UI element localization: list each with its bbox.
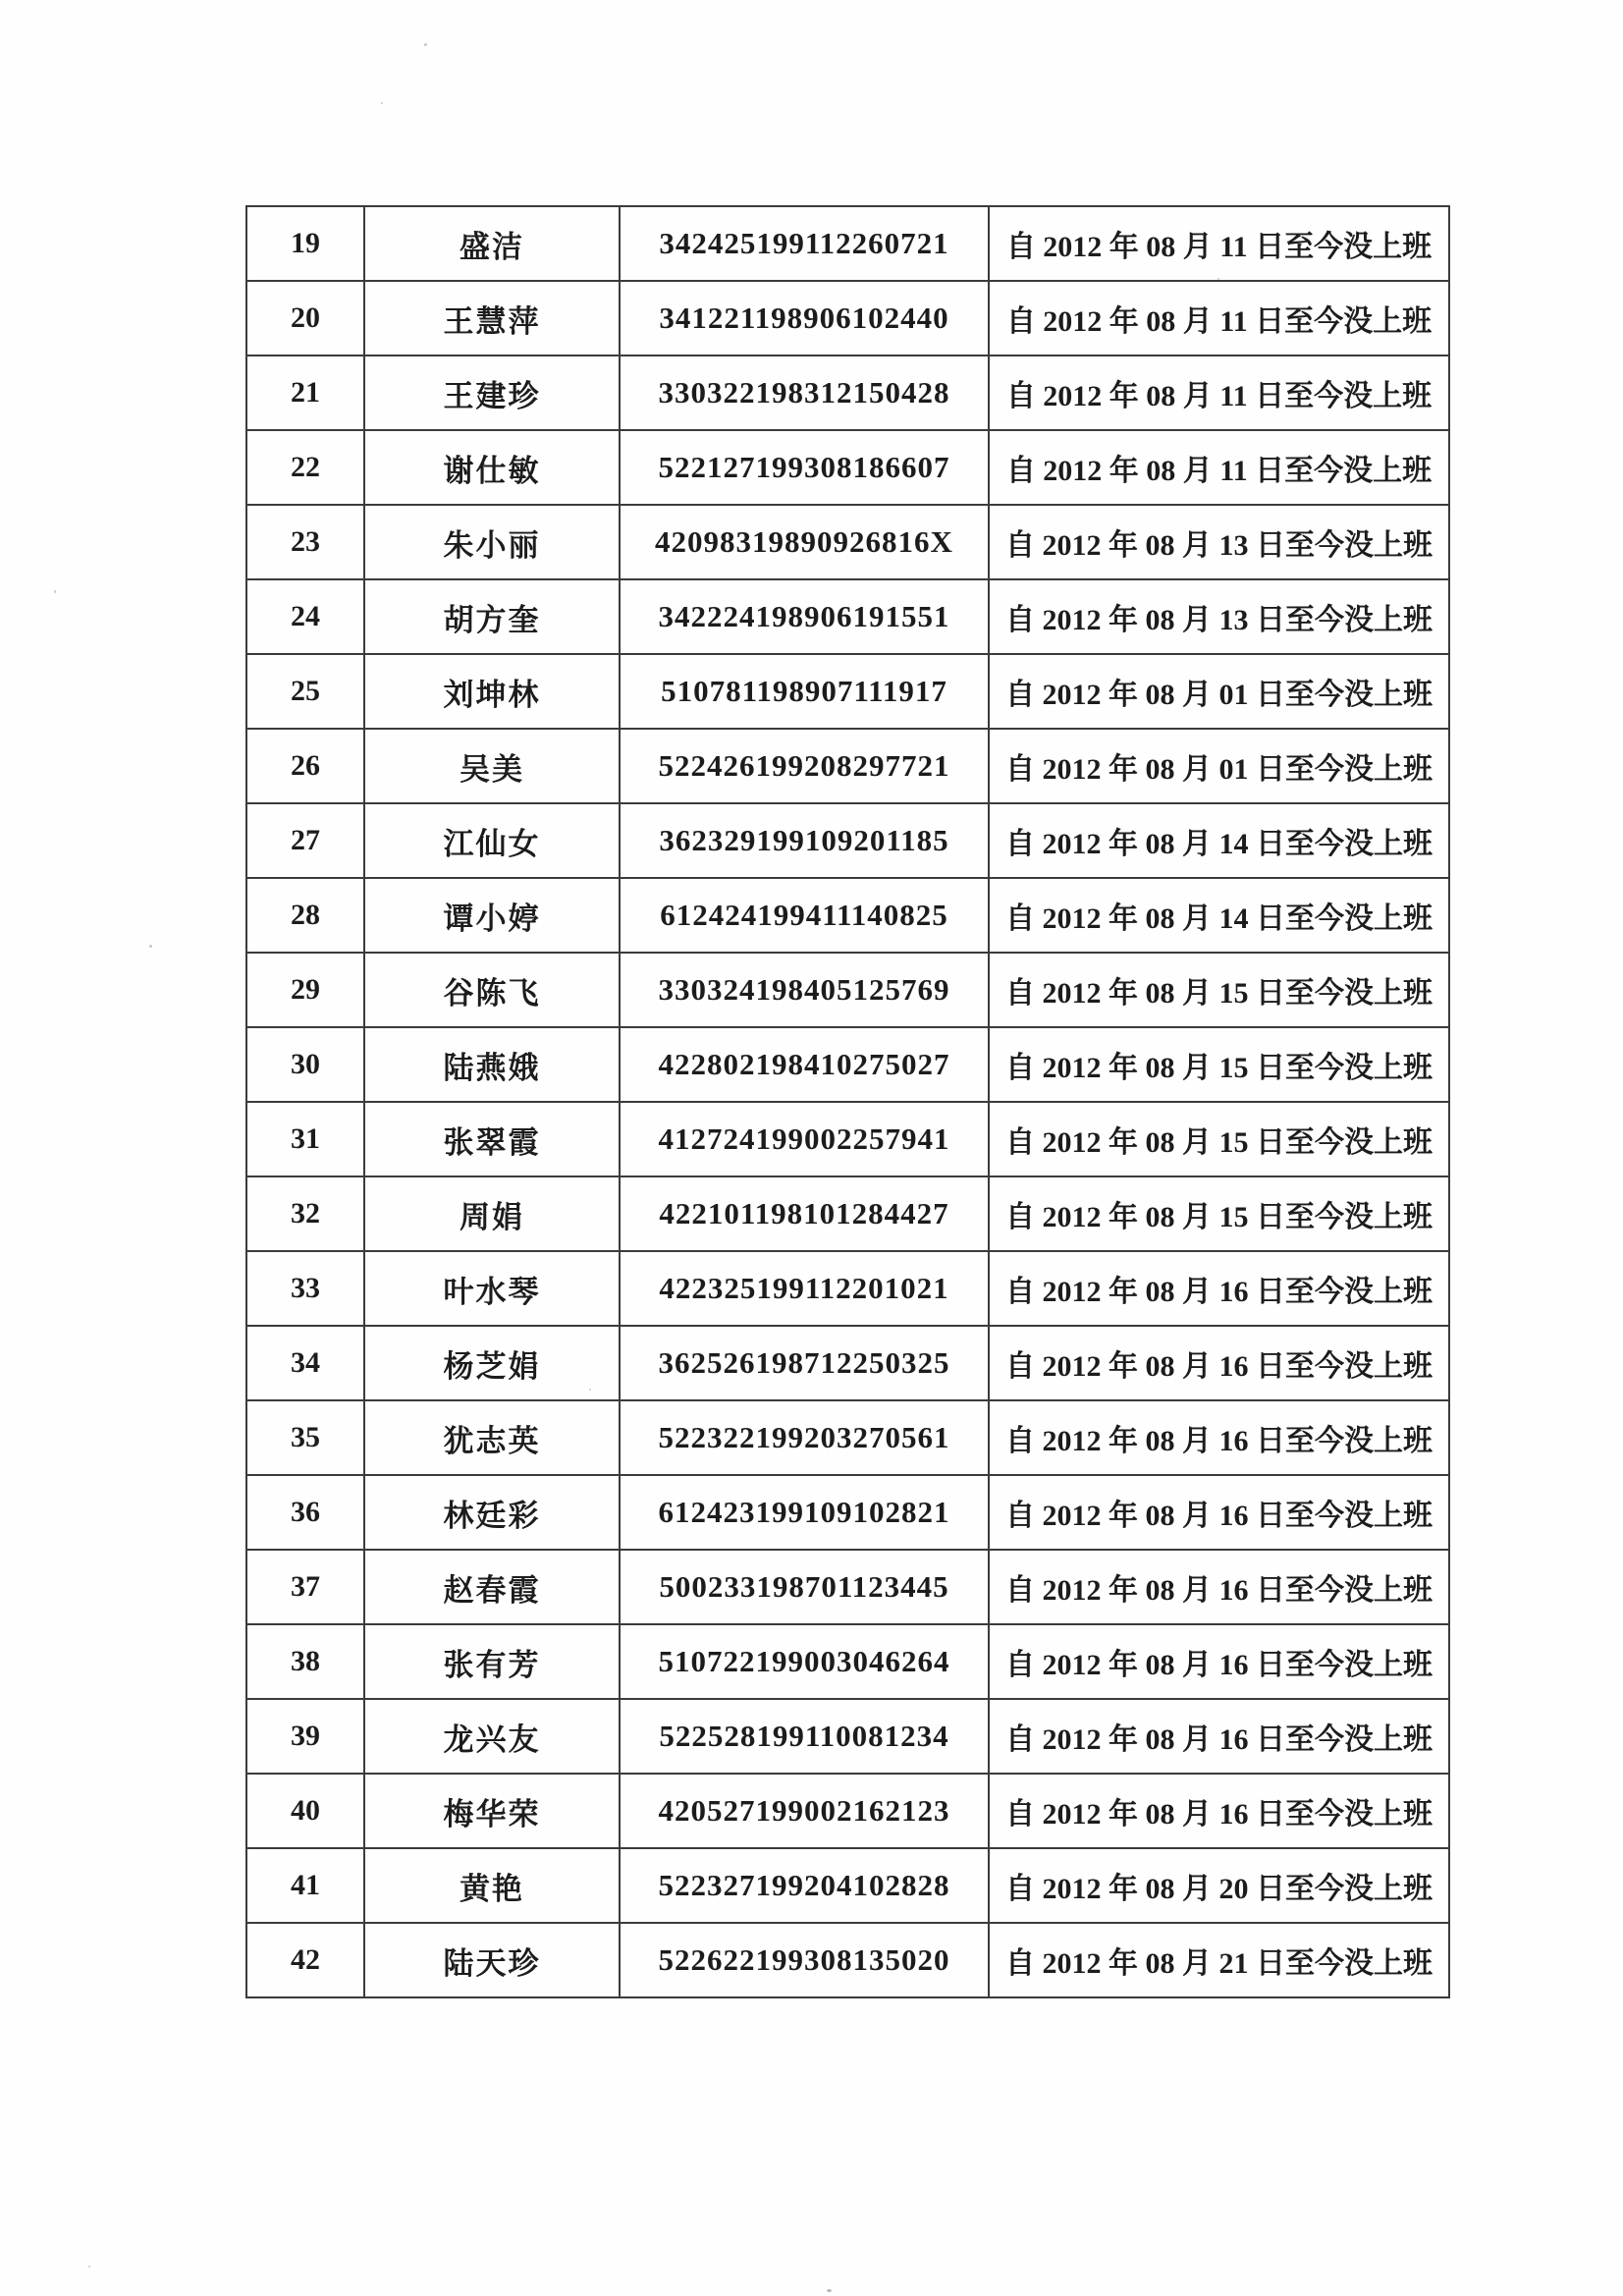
table-row [246,1027,1449,1102]
id-number-cell: 612423199109102821 [620,1475,989,1550]
id-number-cell: 510722199003046264 [620,1624,989,1699]
employee-name-cell: 龙兴友 [364,1699,620,1774]
id-number-cell: 420527199002162123 [620,1774,989,1848]
scan-speck [424,43,427,46]
employee-name-cell: 叶水琴 [364,1251,620,1326]
table-row [246,654,1449,729]
employee-name-cell: 周娟 [364,1176,620,1251]
row-number-cell: 26 [246,729,364,803]
row-number-cell: 41 [246,1848,364,1923]
row-number-cell: 40 [246,1774,364,1848]
table-row [246,1475,1449,1550]
table-row [246,1699,1449,1774]
employee-name-cell: 张翠霞 [364,1102,620,1176]
row-number-cell: 29 [246,953,364,1027]
id-number-cell: 522327199204102828 [620,1848,989,1923]
employee-name-cell: 赵春霞 [364,1550,620,1624]
employee-name-cell: 黄艳 [364,1848,620,1923]
employee-name-cell: 谭小婷 [364,878,620,953]
employee-name-cell: 江仙女 [364,803,620,878]
table-row [246,1176,1449,1251]
id-number-cell: 330324198405125769 [620,953,989,1027]
id-number-cell: 522322199203270561 [620,1400,989,1475]
row-number-cell: 24 [246,579,364,654]
employee-name-cell: 陆燕娥 [364,1027,620,1102]
row-number-cell: 39 [246,1699,364,1774]
absence-status-cell: 自 2012 年 08 月 11 日至今没上班 [989,355,1449,430]
row-number-cell: 23 [246,505,364,579]
employee-name-cell: 谢仕敏 [364,430,620,505]
absence-status-cell: 自 2012 年 08 月 01 日至今没上班 [989,654,1449,729]
id-number-cell: 422325199112201021 [620,1251,989,1326]
row-number-cell: 28 [246,878,364,953]
row-number-cell: 37 [246,1550,364,1624]
absence-status-cell: 自 2012 年 08 月 16 日至今没上班 [989,1774,1449,1848]
absence-status-cell: 自 2012 年 08 月 15 日至今没上班 [989,1027,1449,1102]
table-row [246,281,1449,355]
employee-name-cell: 吴美 [364,729,620,803]
table-row [246,1774,1449,1848]
employee-name-cell: 王建珍 [364,355,620,430]
absence-status-cell: 自 2012 年 08 月 13 日至今没上班 [989,505,1449,579]
row-number-cell: 35 [246,1400,364,1475]
absence-status-cell: 自 2012 年 08 月 16 日至今没上班 [989,1251,1449,1326]
row-number-cell: 33 [246,1251,364,1326]
row-number-cell: 32 [246,1176,364,1251]
id-number-cell: 42098319890926816X [620,505,989,579]
table-body [246,206,1449,1997]
scan-speck [54,590,56,593]
id-number-cell: 500233198701123445 [620,1550,989,1624]
employee-name-cell: 胡方奎 [364,579,620,654]
employee-name-cell: 张有芳 [364,1624,620,1699]
absence-status-cell: 自 2012 年 08 月 16 日至今没上班 [989,1624,1449,1699]
absence-status-cell: 自 2012 年 08 月 15 日至今没上班 [989,953,1449,1027]
id-number-cell: 362526198712250325 [620,1326,989,1400]
id-number-cell: 510781198907111917 [620,654,989,729]
absence-status-cell: 自 2012 年 08 月 16 日至今没上班 [989,1400,1449,1475]
table-row [246,579,1449,654]
table-row [246,803,1449,878]
employee-name-cell: 梅华荣 [364,1774,620,1848]
table-row [246,953,1449,1027]
employee-name-cell: 林廷彩 [364,1475,620,1550]
employee-name-cell: 盛洁 [364,206,620,281]
row-number-cell: 22 [246,430,364,505]
row-number-cell: 25 [246,654,364,729]
absence-status-cell: 自 2012 年 08 月 14 日至今没上班 [989,878,1449,953]
id-number-cell: 362329199109201185 [620,803,989,878]
absence-status-cell: 自 2012 年 08 月 15 日至今没上班 [989,1176,1449,1251]
table-row [246,1400,1449,1475]
scan-speck [149,945,152,948]
id-number-cell: 341221198906102440 [620,281,989,355]
row-number-cell: 20 [246,281,364,355]
table-row [246,1848,1449,1923]
row-number-cell: 38 [246,1624,364,1699]
table-row [246,206,1449,281]
id-number-cell: 330322198312150428 [620,355,989,430]
table-row [246,1923,1449,1997]
table-row [246,1326,1449,1400]
absence-status-cell: 自 2012 年 08 月 14 日至今没上班 [989,803,1449,878]
row-number-cell: 36 [246,1475,364,1550]
id-number-cell: 522528199110081234 [620,1699,989,1774]
absence-status-cell: 自 2012 年 08 月 16 日至今没上班 [989,1475,1449,1550]
employee-name-cell: 谷陈飞 [364,953,620,1027]
scan-speck [827,2289,832,2292]
table-row [246,1102,1449,1176]
table-row [246,1550,1449,1624]
absence-status-cell: 自 2012 年 08 月 01 日至今没上班 [989,729,1449,803]
id-number-cell: 412724199002257941 [620,1102,989,1176]
id-number-cell: 522426199208297721 [620,729,989,803]
employee-name-cell: 朱小丽 [364,505,620,579]
absence-status-cell: 自 2012 年 08 月 13 日至今没上班 [989,579,1449,654]
id-number-cell: 522127199308186607 [620,430,989,505]
row-number-cell: 27 [246,803,364,878]
id-number-cell: 342224198906191551 [620,579,989,654]
row-number-cell: 42 [246,1923,364,1997]
employee-name-cell: 王慧萍 [364,281,620,355]
table-row [246,1251,1449,1326]
absence-status-cell: 自 2012 年 08 月 15 日至今没上班 [989,1102,1449,1176]
id-number-cell: 422101198101284427 [620,1176,989,1251]
absence-status-cell: 自 2012 年 08 月 20 日至今没上班 [989,1848,1449,1923]
row-number-cell: 34 [246,1326,364,1400]
row-number-cell: 21 [246,355,364,430]
table-row [246,430,1449,505]
id-number-cell: 612424199411140825 [620,878,989,953]
row-number-cell: 30 [246,1027,364,1102]
employee-name-cell: 陆天珍 [364,1923,620,1997]
absence-status-cell: 自 2012 年 08 月 11 日至今没上班 [989,281,1449,355]
absence-roster-table [245,205,1450,1998]
absence-status-cell: 自 2012 年 08 月 11 日至今没上班 [989,430,1449,505]
table-row [246,505,1449,579]
table-row [246,355,1449,430]
absence-status-cell: 自 2012 年 08 月 16 日至今没上班 [989,1550,1449,1624]
employee-name-cell: 犹志英 [364,1400,620,1475]
scan-speck [1217,278,1219,280]
employee-name-cell: 杨芝娟 [364,1326,620,1400]
row-number-cell: 19 [246,206,364,281]
id-number-cell: 522622199308135020 [620,1923,989,1997]
table-row [246,878,1449,953]
absence-status-cell: 自 2012 年 08 月 21 日至今没上班 [989,1923,1449,1997]
scan-speck [381,102,383,104]
absence-status-cell: 自 2012 年 08 月 16 日至今没上班 [989,1699,1449,1774]
employee-name-cell: 刘坤林 [364,654,620,729]
row-number-cell: 31 [246,1102,364,1176]
absence-status-cell: 自 2012 年 08 月 16 日至今没上班 [989,1326,1449,1400]
scan-speck [88,2266,90,2268]
table-row [246,1624,1449,1699]
id-number-cell: 342425199112260721 [620,206,989,281]
table-row [246,729,1449,803]
id-number-cell: 422802198410275027 [620,1027,989,1102]
absence-status-cell: 自 2012 年 08 月 11 日至今没上班 [989,206,1449,281]
scan-speck [589,1389,591,1391]
